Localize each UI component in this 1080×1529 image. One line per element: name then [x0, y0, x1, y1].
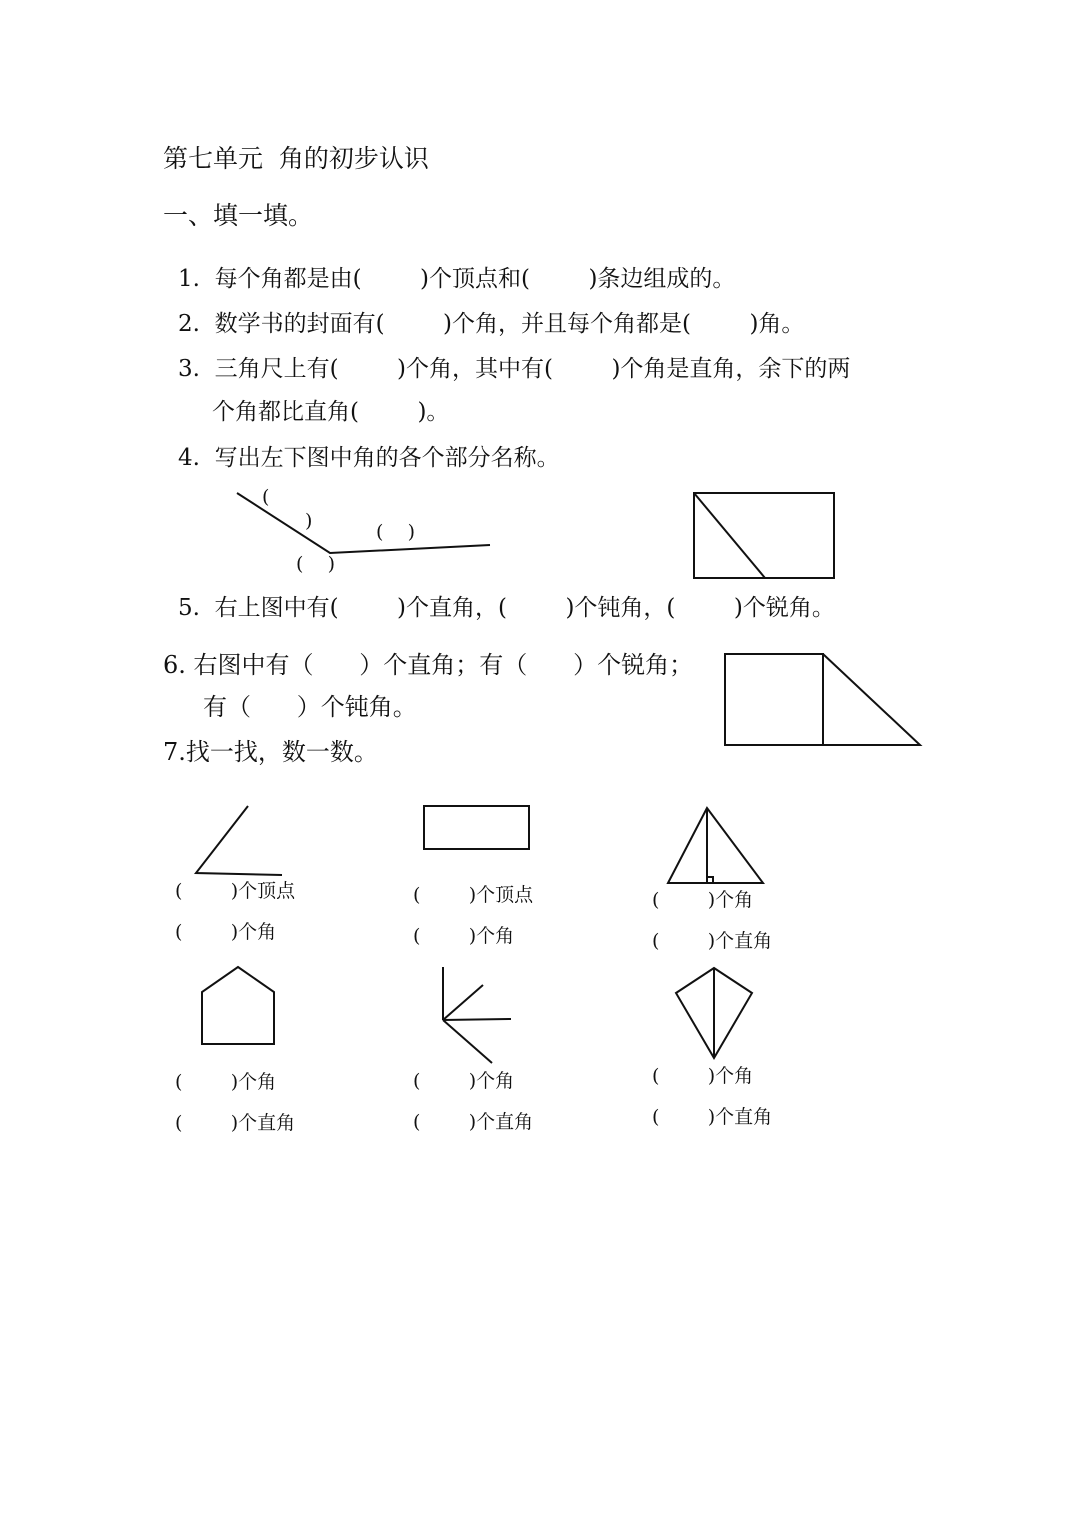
- shape-rays-diagonal-down: [443, 1020, 492, 1063]
- shape-rectangle: [424, 806, 529, 849]
- count-6-line-2: ( )个直角: [652, 1106, 773, 1128]
- blank-vertex-label: ( ): [296, 553, 335, 575]
- blank-other-side-label: ( ): [376, 521, 415, 543]
- count-4-line-1: ( )个角: [175, 1071, 277, 1093]
- count-1-line-1: ( )个顶点: [175, 880, 296, 902]
- count-3-line-2: ( )个直角: [652, 930, 773, 952]
- question-3-line-1: 3. 三角尺上有( )个角，其中有( )个角是直角，余下的两: [178, 356, 851, 382]
- count-5-line-1: ( )个角: [413, 1070, 515, 1092]
- shape-rays-diagonal-up: [443, 985, 483, 1020]
- shape-pentagon: [202, 967, 274, 1044]
- question-4: 4. 写出左下图中角的各个部分名称。: [178, 445, 560, 471]
- count-5-line-2: ( )个直角: [413, 1111, 534, 1133]
- question-2: 2. 数学书的封面有( )个角，并且每个角都是( )角。: [178, 311, 805, 337]
- count-2-line-2: ( )个角: [413, 925, 515, 947]
- question-1: 1. 每个角都是由( )个顶点和( )条边组成的。: [178, 266, 736, 292]
- blank-side-label: (: [262, 486, 270, 508]
- count-4-line-2: ( )个直角: [175, 1112, 296, 1134]
- blank-side-label-close: ): [305, 510, 313, 532]
- count-1-line-2: ( )个角: [175, 921, 277, 943]
- question-5: 5. 右上图中有( )个直角，( )个钝角，( )个锐角。: [178, 595, 835, 621]
- question-6-line-1: 6. 右图中有（ ）个直角；有（ ）个锐角；: [163, 651, 694, 679]
- question-6-line-2: 有（ ）个钝角。: [203, 693, 417, 721]
- question-3-line-2: 个角都比直角( )。: [212, 399, 450, 425]
- page-title: 第七单元 角的初步认识: [163, 144, 429, 173]
- shape-triangle: [668, 808, 763, 883]
- count-3-line-1: ( )个角: [652, 889, 754, 911]
- count-6-line-1: ( )个角: [652, 1065, 754, 1087]
- section-heading-fill-in: 一、填一填。: [163, 201, 314, 230]
- count-2-line-1: ( )个顶点: [413, 884, 534, 906]
- shape-angle: [196, 806, 282, 875]
- question-7: 7.找一找，数一数。: [163, 738, 378, 766]
- shape-rays-horizontal: [443, 1019, 511, 1020]
